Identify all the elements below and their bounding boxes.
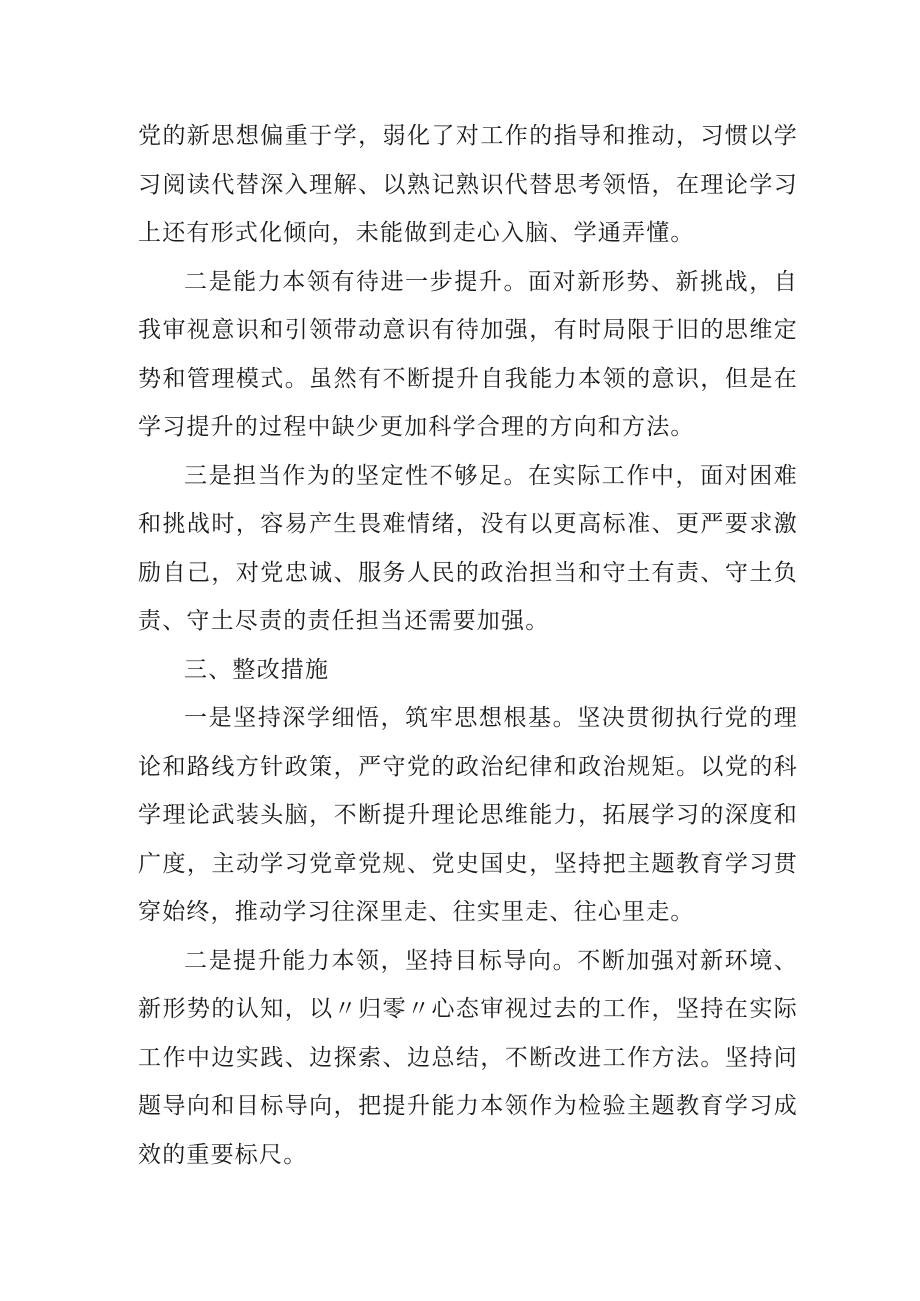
document-page [138, 112, 798, 1179]
section-heading-rectification: 三、整改措施 [184, 656, 330, 683]
paragraph-responsibility: 三是担当作为的坚定性不够足。在实际工作中，面对困难和挑战时，容易产生畏难情绪，没有以更高标准、更严要求激励自己，对党忠诚、服务人民的政治担当和守土有责、守土负责、守土尽责的责任担当还需要加强。 [138, 462, 798, 634]
paragraph-continuation: 党的新思想偏重于学，弱化了对工作的指导和推动，习惯以学习阅读代替深入理解、以熟记熟识代替思考领悟，在理论学习上还有形式化倾向，未能做到走心入脑、学通弄懂。 [138, 123, 798, 246]
paragraph-capability: 二是提升能力本领，坚持目标导向。不断加强对新环境、新形势的认知，以〃归零〃心态审视过去的工作，坚持在实际工作中边实践、边探索、边总结，不断改进工作方法。坚持问题导向和目标导向，把提升能力本领作为检验主题教育学习成效的重要标尺。 [138, 947, 798, 1168]
paragraph-study: 一是坚持深学细悟，筑牢思想根基。坚决贯彻执行党的理论和路线方针政策，严守党的政治纪律和政治规矩。以党的科学理论武装头脑，不断提升理论思维能力，拓展学习的深度和广度，主动学习党章党规、党史国史，坚持把主题教育学习贯穿始终，推动学习往深里走、往实里走、往心里走。 [138, 705, 798, 925]
paragraph-ability: 二是能力本领有待进一步提升。面对新形势、新挑战，自我审视意识和引领带动意识有待加强，有时局限于旧的思维定势和管理模式。虽然有不断提升自我能力本领的意识，但是在学习提升的过程中缺少更加科学合理的方向和方法。 [138, 268, 798, 440]
